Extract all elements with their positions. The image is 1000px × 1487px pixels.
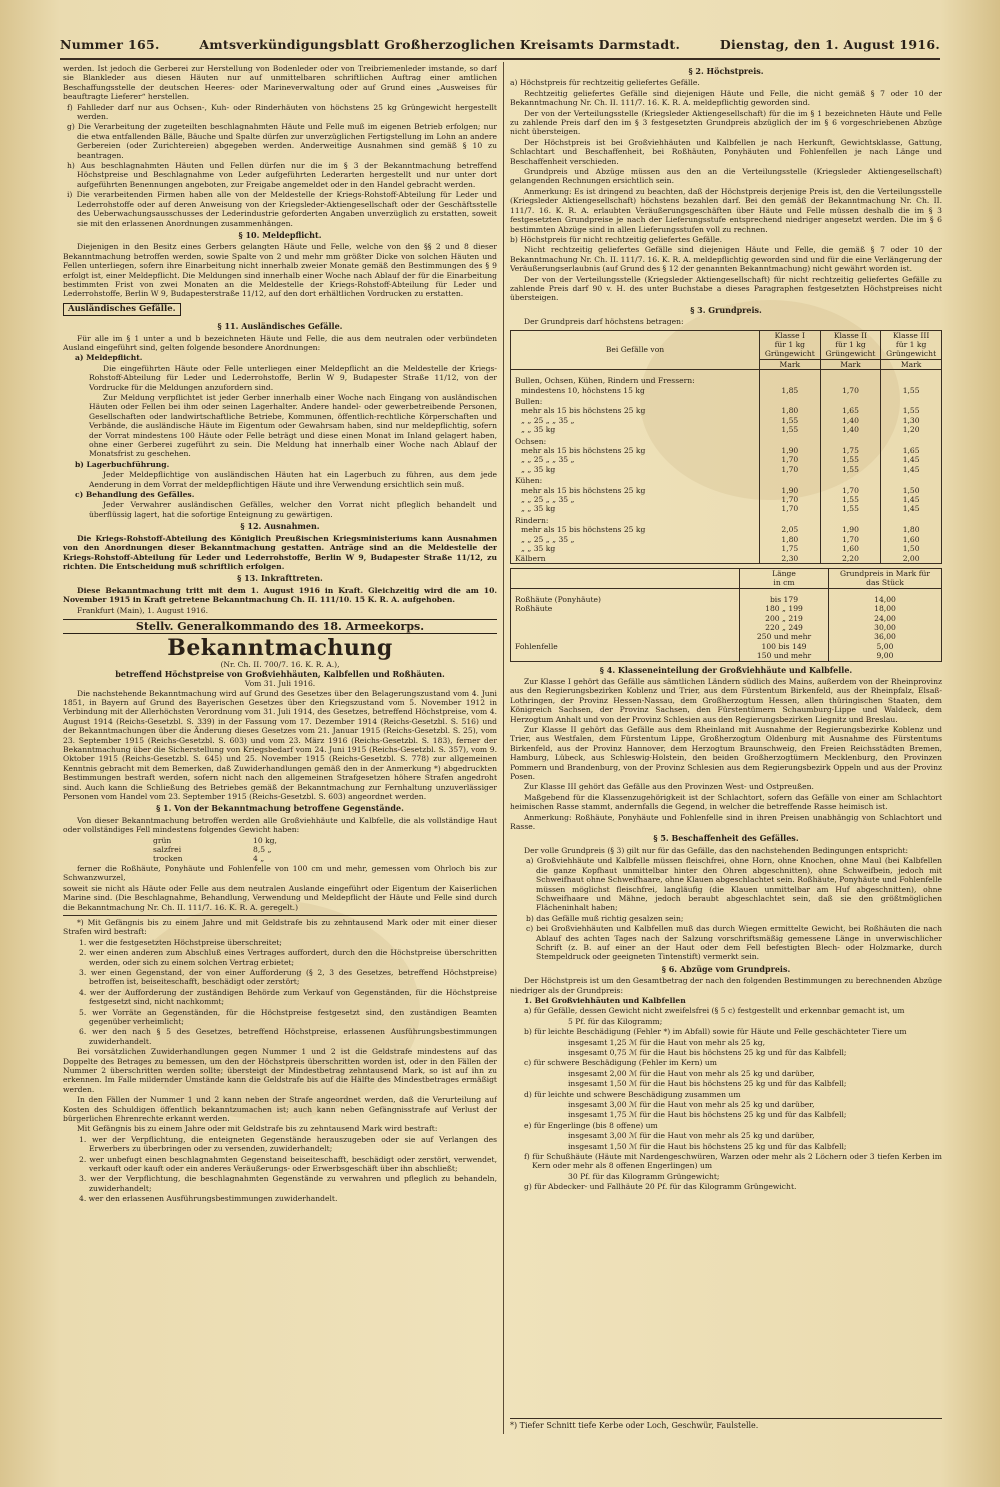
row-label: Roßhäute [511,604,740,613]
subsection-heading: c) Behandlung des Gefälles. [75,490,195,500]
list-item: f) für Schußhäute (Häute mit Nardengeschwüren, Warzen oder mehr als 2 Löchern oder 3 tiefen Kerben im Kern oder mehr als 8 offenen Engerlingen) um [524,1152,942,1171]
paragraph: werden. Ist jedoch die Gerberei zur Herstellung von Bodenleder oder von Treibriemenleder imstande, so darf sie Blankleder aus diesen Häuten nur auf unmittelbaren schriftlichen Auftrag einer amtlichen Beschaffungsstelle der deutschen Heeres- oder Marineverwaltung oder auf Grund eines „Ausweises für beauftragte Lieferer“ herstellen. [63,64,497,102]
list-item: 4. wer der Aufforderung der zuständigen Behörde zum Verkauf von Gegenständen, für die Höchstpreise festgesetzt sind, nicht nachkommt; [79,987,497,1007]
price-cell: 1,70 [760,455,821,464]
list-item: 6. wer den nach § 5 des Gesetzes, betreffend Höchstpreise, erlassenen Ausführungsbestimmungen zuwiderhandelt. [79,1027,497,1046]
list-item: insgesamt 1,25 ℳ für die Haut von mehr als 25 kg, [568,1037,765,1047]
paragraph: Grundpreis und Abzüge müssen aus den an die Verteilungsstelle (Kriegsleder Aktiengesellschaft) gelangenden Rechnungen ersichtlich sein. [510,167,942,186]
row-label: „ „ 25 „ „ 35 „ [511,495,760,504]
class-sub: für 1 kg Grüngewicht [764,339,815,359]
length-header: Länge [772,568,796,578]
price-cell: 14,00 [829,588,942,604]
list-item: insgesamt 2,00 ℳ für die Haut von mehr als 25 kg und darüber, [568,1068,815,1078]
list-item: insgesamt 1,50 ℳ für die Haut bis höchstens 25 kg und für das Kalbfell; [568,1141,847,1151]
paragraph: *) Mit Gefängnis bis zu einem Jahre und mit Geldstrafe bis zu zehntausend Mark oder mit einer dieser Strafen wird bestraft: [63,917,497,937]
column-header [740,568,829,588]
list-item: 30 Pf. für das Kilogramm Grüngewicht; [568,1171,720,1181]
list-item: 2. wer einen anderen zum Abschluß eines Vertrages auffordert, durch den die Höchstpreise überschritten werden, oder sich zu einem solchen Vertrag erbietet; [79,948,497,967]
empty-cell [820,474,881,485]
table-header-row [511,568,942,588]
paragraph: Der von der Verteilungsstelle (Kriegsleder Aktiengesellschaft) für die im § 1 bezeichneten Häute und Felle zu zahlende Preis darf den im § 3 festgesetzten Grundpreis abzüglich der im § 6 vorgeschriebenen Abzüge nicht übersteigen. [510,108,942,137]
price-cell: 1,80 [760,406,821,415]
list-item: 4. wer den erlassenen Ausführungsbestimmungen zuwiderhandelt. [79,1194,338,1204]
table-body [511,588,942,661]
price-cell: 1,30 [881,416,942,425]
column-header [820,330,881,359]
length-cell: 220 „ 249 [740,623,829,632]
price-cell: 2,20 [820,554,881,564]
section-heading: § 1. Von der Bekanntmachung betroffene Gegenstände. [156,803,404,814]
section-heading: § 10. Meldepflicht. [238,229,322,240]
price-cell: 1,40 [820,416,881,425]
row-label: Fohlenfelle [511,642,740,651]
list-item: g) für Abdecker- und Fallhäute 20 Pf. für das Kilogramm Grüngewicht. [524,1182,797,1192]
list-item: insgesamt 3,00 ℳ für die Haut von mehr als 25 kg und darüber, [568,1100,815,1110]
paragraph: Mit Gefängnis bis zu einem Jahre oder mit Geldstrafe bis zu zehntausend Mark wird bestraft: [77,1124,438,1134]
price-cell: 1,40 [820,425,881,434]
empty-cell [881,514,942,525]
paragraph: Jeder Verwahrer ausländischen Gefälles, welcher den Vorrat nicht pfleglich behandelt und überflüssig lagert, hat die sofortige Enteignung zu gewärtigen. [89,500,497,519]
price-cell: 2,30 [760,554,821,564]
price-cell: 1,50 [881,486,942,495]
command-heading: Stellv. Generalkommando des 18. Armeekorps. [63,619,497,634]
table-row [511,504,942,513]
column-header [881,330,942,359]
notice-title: Bekanntmachung [167,635,393,662]
paragraph: Maßgebend für die Klassenzugehörigkeit ist der Schlachtort, sofern das Gefälle von einer am Schlachtort heimischen Rasse stammt, andernfalls die Gegend, in welcher die betreffende Rasse heimisch ist. [510,792,942,812]
length-cell: bis 179 [740,588,829,604]
list-item: c) für schwere Beschädigung (Fehler im Kern) um [524,1058,717,1068]
price-cell: 1,55 [820,455,881,464]
empty-cell [881,395,942,406]
list-item: b) das Gefälle muß richtig gesalzen sein; [526,913,684,923]
price-cell: 1,90 [760,486,821,495]
paragraph: Die eingeführten Häute oder Felle unterliegen einer Meldepflicht an die Meldestelle der Kriegs-Rohstoff-Abteilung für Leder und Lederrohstoffe, Berlin W 9, Budapester Straße 11/12, von der Vordrucke für die Meldungen anzufordern sind. [89,363,497,392]
row-label: „ „ 35 kg [511,425,760,434]
price-cell: 1,75 [760,544,821,553]
publication-title: Amtsverkündigungsblatt Großherzoglichen Kreisamts Darmstadt. [199,36,681,52]
column-header [760,330,821,359]
table-row [511,446,942,455]
price-cell: 1,55 [820,465,881,474]
price-cell: 1,60 [820,544,881,553]
paragraph: Nicht rechtzeitig geliefertes Gefälle sind diejenigen Häute und Felle, die gemäß § 7 oder 10 der Bekanntmachung Nr. Ch. II. 111/7. 16. K. R. A. meldepflichtig geworden sind und für die eine Verlängerung der Veräußerungserlaubnis (auf Grund des § 12 der genannten Bekanntmachung) nicht gewährt worden ist. [510,245,942,274]
section-heading: § 5. Beschaffenheit des Gefälles. [653,833,799,844]
weight-row [153,845,497,854]
table-row [511,406,942,415]
price-cell: 1,45 [881,504,942,513]
price-table-horse [510,568,942,662]
group-row [511,395,942,406]
group-label: Bullen, Ochsen, Kühen, Rindern und Fressern: [511,370,760,386]
boxed-heading: Ausländisches Gefälle. [63,303,181,316]
table-row [511,425,942,434]
unit-header: Mark [760,359,821,369]
subsection-heading: a) Meldepflicht. [75,353,143,363]
price-cell: 1,70 [760,465,821,474]
table-header-row [511,330,942,359]
notice-subject: betreffend Höchstpreise von Großviehhäuten, Kalbfellen und Roßhäuten. [115,668,445,679]
empty-cell [881,370,942,386]
length-cell: 180 „ 199 [740,604,829,613]
group-label: Rindern: [511,514,760,525]
paragraph: i) Die verarbeitenden Firmen haben alle von der Meldestelle der Kriegs-Rohstoff-Abteilung für Leder und Lederrohstoffe oder auf deren Anweisung von der Kriegsleder-Aktiengesellschaft oder der Geschäftsstelle des Ueberwachungsausschusses der Lederindustrie geforderten Angaben unverzüglich zu erstatten, soweit sie mit den erlassenen Anordnungen zusammenhängen. [67,190,497,228]
row-label: „ „ 35 kg [511,544,760,553]
row-label: mehr als 15 bis höchstens 25 kg [511,486,760,495]
price-cell: 5,00 [829,642,942,651]
paragraph: Zur Klasse II gehört das Gefälle aus dem Rheinland mit Ausnahme der Regierungsbezirke Koblenz und Trier, aus Westfalen, dem Fürstentum Lippe, Großherzogtum Oldenburg mit Ausnahme des Fürstentums Birkenfeld, aus der Provinz Hannover, dem Herzogtum Braunschweig, den Freien Reichsstädten Bremen, Hamburg, Lübeck, aus Schleswig-Holstein, den beiden Großherzogtümern Mecklenburg, den Provinzen Pommern und Brandenburg, von der Provinz Schlesien aus dem Regierungsbezirk Oppeln und aus der Provinz Posen. [510,725,942,782]
list-item: insgesamt 0,75 ℳ für die Haut bis höchstens 25 kg und für das Kalbfell; [568,1048,847,1057]
row-label: „ „ 35 kg [511,504,760,513]
price-cell: 30,00 [829,623,942,632]
paragraph: Rechtzeitig geliefertes Gefälle sind diejenigen Häute und Felle, die nicht gemäß § 7 oder 10 der Bekanntmachung Nr. Ch. II. 111/7. 16. K. R. A. meldepflichtig geworden sind. [510,88,942,108]
price-cell: 1,20 [881,425,942,434]
list-item: 5. wer Vorräte an Gegenständen, für die Höchstpreise festgesetzt sind, den zuständigen Beamten gegenüber verheimlicht; [79,1007,497,1026]
section-heading: § 6. Abzüge vom Grundpreis. [661,963,791,974]
paragraph: Diejenigen in den Besitz eines Gerbers gelangten Häute und Felle, welche von den §§ 2 und 8 dieser Bekanntmachung betroffen werden, sowie Spalte von 2 und mehr mm größter Dicke von solchen Häuten und Fellen unterliegen, sofern ihre Einarbeitung nicht innerhalb zweier Monate gemäß den Bestimmungen des § 9 erfolgt ist, einer Meldepflicht. Die Meldungen sind innerhalb einer Woche nach Ablauf der für die Einarbeitung bestimmten Frist von zwei Monaten an die Meldestelle der Kriegs-Rohstoff-Abteilung für Leder und Lederrohstoffe, Berlin W 9, Budapesterstraße 11/12, auf den dort erhältlichen Vordrucken zu erstatten. [63,242,497,299]
class-name: Klasse III [892,330,930,340]
group-label: Bullen: [511,395,760,406]
class-name: Klasse I [774,330,805,340]
price-cell: 1,45 [881,455,942,464]
column-header: Grundpreis in Mark für das Stück [829,568,942,588]
length-cell: 150 und mehr [740,651,829,661]
paragraph: In den Fällen der Nummer 1 und 2 kann neben der Strafe angeordnet werden, daß die Verurteilung auf Kosten des Schuldigen öffentlich bekanntzumachen ist; auch kann neben Gefängnisstrafe auf Verlust der bürgerlichen Ehrenrechte erkannt werden. [63,1095,497,1124]
row-label: Kälbern [511,554,760,564]
weight-value: 4 „ [253,854,265,864]
paragraph: Der volle Grundpreis (§ 3) gilt nur für das Gefälle, das den nachstehenden Bedingungen entspricht: [524,845,909,855]
group-label: Kühen: [511,474,760,485]
footnote: *) Tiefer Schnitt tiefe Kerbe oder Loch, Geschwür, Faulstelle. [510,1418,942,1430]
weight-state: grün [153,835,172,845]
empty-cell [820,514,881,525]
empty-cell [760,435,821,446]
list-item: 5 Pf. für das Kilogramm; [568,1016,663,1026]
weight-row [153,854,497,863]
price-cell: 1,55 [820,495,881,504]
row-label [511,632,740,641]
list-item: 2. wer unbefugt einen beschlagnahmten Gegenstand beiseiteschafft, beschädigt oder zerstört, verwendet, verkauft oder kauft oder ein anderes Veräußerungs- oder Erwerbsgeschäft über ihn abschließt; [79,1154,497,1174]
paragraph: Zur Meldung verpflichtet ist jeder Gerber innerhalb einer Woche nach Eingang von ausländischen Häuten oder Fellen bei ihm oder seinen Lagerhalter. Andere handel- oder gewerbetreibende Personen, Gesellschaften oder landwirtschaftliche Betriebe, Kommunen, öffentlich-rechtliche Körperschaften und Verbände, die ausländische Häute im Eigentum oder Gewahrsam haben, sind nur meldepflichtig, sofern der Vorrat mindestens 100 Häute oder Felle beträgt und diese einen Monat im Inland gelagert haben, ohne einer Gerberei zugeführt zu sein. Die Meldung hat innerhalb einer Woche nach Ablauf der Monatsfrist zu geschehen. [89,393,497,459]
row-label [511,623,740,632]
paragraph: f) Fahlleder darf nur aus Ochsen-, Kuh- oder Rinderhäuten von höchstens 25 kg Grüngewicht hergestellt werden. [67,102,497,122]
group-row [511,435,942,446]
list-item: b) für leichte Beschädigung (Fehler *) im Abfall) sowie für Häute und Felle geschächteter Tiere um [524,1027,907,1037]
row-label [511,651,740,661]
table-row [511,535,942,544]
row-label: „ „ 25 „ „ 35 „ [511,455,760,464]
length-cell: 250 und mehr [740,632,829,641]
paragraph: Der Grundpreis darf höchstens betragen: [524,317,684,327]
price-cell: 2,00 [881,554,942,564]
paragraph: Von dieser Bekanntmachung betroffen werden alle Großviehhäute und Kalbfelle, die als vollständige Haut oder vollständiges Fell mindestens folgendes Gewicht haben: [63,815,497,835]
paragraph: Zur Klasse I gehört das Gefälle aus sämtlichen Ländern südlich des Mains, außerdem von der Rheinprovinz aus den Regierungsbezirken Koblenz und Trier, aus dem Fürstentum Birkenfeld, aus der Rheinpfalz, Elsaß-Lothringen, der Provinz Hessen-Nassau, dem Großherzogtum Hessen, allen thüringischen Staaten, dem Königreich Sachsen, der Provinz Sachsen, den Fürstentümern Schaumburg-Lippe und Waldeck, dem Herzogtum Anhalt und von der Provinz Schlesien aus den Regierungsbezirken Liegnitz und Breslau. [510,676,942,724]
price-cell: 1,60 [881,535,942,544]
table-row [511,544,942,553]
price-cell: 9,00 [829,651,942,661]
issue-date: Dienstag, den 1. August 1916. [719,36,940,52]
paragraph: g) Die Verarbeitung der zugeteilten beschlagnahmten Häute und Felle muß im eigenen Betrieb erfolgen; nur die etwa entfallenden Bälle, Bäuche und Spalte dürfen zur unverzüglichen Fertigstellung im Lohn an andere Gerbereien (oder Zurichtereien) abgegeben werden. Anderweitige Ausnahmen sind gemäß § 10 zu beantragen. [67,122,497,160]
price-cell: 2,05 [760,525,821,534]
group-row [511,514,942,525]
empty-cell [820,395,881,406]
row-label [511,614,740,623]
subsection-heading: 1. Bei Großviehhäuten und Kalbfellen [524,995,686,1005]
table-row [511,554,942,564]
column-divider [503,62,504,1434]
price-cell: 1,45 [881,495,942,504]
table-row [511,455,942,464]
price-cell: 24,00 [829,614,942,623]
note: Anmerkung: Roßhäute, Ponyhäute und Fohlenfelle sind in ihren Preisen unabhängig von Schlachtort und Rasse. [510,812,942,832]
table-row [511,525,942,534]
paragraph: Zur Klasse III gehört das Gefälle aus den Provinzen West- und Ostpreußen. [524,782,814,792]
table-row [511,623,942,632]
table-row [511,465,942,474]
list-item: insgesamt 1,50 ℳ für die Haut bis höchstens 25 kg und für das Kalbfell; [568,1079,847,1089]
paragraph: Der Höchstpreis ist bei Großviehhäuten und Kalbfellen je nach Herkunft, Gewichtsklasse, Gattung, Schlachtart und Beschaffenheit, bei Roßhäuten, Ponyhäuten und Fohlenfellen je nach Länge und Beschaffenheit verschieden. [510,137,942,166]
note: Anmerkung: Es ist dringend zu beachten, daß der Höchstpreis derjenige Preis ist, den die Verteilungsstelle (Kriegsleder Aktiengesellschaft) höchstens bezahlen darf. Bei den gemäß der Bekanntmachung Nr. Ch. II. 111/7. 16. K. R. A. erlaubten Veräußerungsgeschäften über Häute und Felle müssen deshalb die im § 3 festgesetzten Grundpreise je nach der Lieferungsstufe entsprechend niedriger angesetzt werden. Die im § 6 bestimmten Abzüge sind in allen Lieferungsstufen voll zu rechnen. [510,186,942,234]
table-row [511,495,942,504]
unit-header: Mark [881,359,942,369]
weight-value: 8,5 „ [253,845,272,855]
table-row [511,588,942,604]
table-row [511,486,942,495]
section-heading: § 4. Klasseneinteilung der Großviehhäute und Kalbfelle. [599,664,853,675]
weight-value: 10 kg, [253,835,277,845]
price-cell: 1,80 [881,525,942,534]
empty-cell [760,514,821,525]
subsection-heading: b) Höchstpreis für nicht rechtzeitig geliefertes Gefälle. [510,234,723,244]
list-item: 3. wer einen Gegenstand, der von einer Aufforderung (§ 2, 3 des Gesetzes, betreffend Höchstpreise) betroffen ist, beiseiteschafft, beschädigt oder zerstört; [79,967,497,987]
list-item: insgesamt 3,00 ℳ für die Haut von mehr als 25 kg und darüber, [568,1131,815,1141]
table-row [511,642,942,651]
right-column [510,64,942,1434]
left-column [63,64,497,1434]
subsection-heading: a) Höchstpreis für rechtzeitig geliefertes Gefälle. [510,78,700,88]
length-cell: 200 „ 219 [740,614,829,623]
group-row [511,370,942,386]
paragraph: Für alle im § 1 unter a und b bezeichneten Häute und Felle, die aus dem neutralen oder verbündeten Ausland eingeführt sind, gelten folgende besondere Anordnungen: [63,333,497,352]
weight-list [63,836,497,864]
notice-reference: (Nr. Ch. II. 700/7. 16. K. R. A.), [220,660,340,670]
place-date: Frankfurt (Main), 1. August 1916. [77,605,208,615]
column-header [511,568,740,588]
price-table-cattle [510,330,942,564]
price-cell: 1,55 [881,386,942,395]
empty-cell [881,435,942,446]
price-cell: 1,45 [881,465,942,474]
footnote-block [63,915,497,1204]
empty-cell [760,474,821,485]
table-body [511,370,942,564]
row-label: „ „ 35 kg [511,465,760,474]
paragraph: h) Aus beschlagnahmten Häuten und Fellen dürfen nur die im § 3 der Bekanntmachung betreffend Höchstpreise und Beschlagnahme von Leder aufgeführten Lederarten hergestellt und nur unter dort aufgeführten Benennungen angeboten, zur Freigabe angemeldet oder in den Handel gebracht werden. [67,161,497,189]
deduction-list [510,1006,942,1191]
empty-cell [760,370,821,386]
paragraph: Der Höchstpreis ist um den Gesamtbetrag der nach den folgenden Bestimmungen zu berechnenden Abzüge niedriger als der Grundpreis: [510,976,942,995]
price-cell: 36,00 [829,632,942,641]
empty-cell [760,395,821,406]
empty-cell [881,474,942,485]
table-row [511,614,942,623]
header-rule [60,58,940,60]
section-heading: § 2. Höchstpreis. [688,66,764,76]
price-cell: 1,50 [881,544,942,553]
row-label: „ „ 25 „ „ 35 „ [511,416,760,425]
subsection-heading: b) Lagerbuchführung. [75,459,170,469]
table-row [511,651,942,661]
paragraph: Der von der Verteilungsstelle (Kriegsleder Aktiengesellschaft) für nicht rechtzeitig geliefertes Gefälle zu zahlende Preis darf 90 v. H. des unter Buchstabe a dieses Paragraphen festgesetzten Höchstpreises nicht übersteigen. [510,274,942,303]
price-cell: 18,00 [829,604,942,613]
section-heading: § 11. Ausländisches Gefälle. [217,321,343,332]
price-cell: 1,65 [820,406,881,415]
section-heading: § 12. Ausnahmen. [240,521,320,532]
price-cell: 1,70 [760,504,821,513]
price-cell: 1,80 [760,535,821,544]
paragraph: Die Kriegs-Rohstoff-Abteilung des Königlich Preußischen Kriegsministeriums kann Ausnahmen von den Anordnungen dieser Bekanntmachung gestatten. Anträge sind an die Meldestelle der Kriegs-Rohstoff-Abteilung für Leder und Lederrohstoffe, Berlin W 9, Budapester Straße 11/12, zu richten. Die Entscheidung muß schriftlich erfolgen. [63,533,497,571]
row-label: Roßhäute (Ponyhäute) [511,588,740,604]
section-heading: § 3. Grundpreis. [690,304,762,315]
price-cell: 1,75 [820,446,881,455]
price-cell: 1,55 [760,416,821,425]
class-name: Klasse II [833,330,868,340]
list-item: a) für Gefälle, dessen Gewicht nicht zweifelsfrei (§ 5 c) festgestellt und erkennbar gemacht ist, um [524,1006,905,1016]
price-cell: 1,70 [820,386,881,395]
issue-number: Nummer 165. [60,36,160,52]
paragraph: Die nachstehende Bekanntmachung wird auf Grund des Gesetzes über den Belagerungszustand vom 4. Juni 1851, in Bayern auf Grund des Bayerischen Gesetzes über den Kriegszustand vom 5. November 1912 in Verbindung mit der Allerhöchsten Verordnung vom 31. Juli 1914, des Gesetzes, betreffend Höchstpreise, vom 4. August 1914 (Reichs-Gesetzbl. S. 339) in der Fassung vom 17. Dezember 1914 (Reichs-Gesetzbl. S. 516) und der Bekanntmachungen über die Änderung dieses Gesetzes vom 21. Januar 1915 (Reichs-Gesetzbl. S. 25), vom 23. September 1915 (Reichs-Gesetzbl. S. 603) und vom 23. März 1916 (Reichs-Gesetzbl. S. 183), ferner der Bekanntmachung über die Sicherstellung von Kriegsbedarf vom 24. Juni 1915 (Reichs-Gesetzbl. S. 357), vom 9. Oktober 1915 (Reichs-Gesetzbl. S. 645) und 25. November 1915 (Reichs-Gesetzbl. S. 778) zur allgemeinen Kenntnis gebracht mit dem Bemerken, daß Zuwiderhandlungen gemäß den in der Anmerkung *) abgedruckten Bestimmungen bestraft werden, sofern nicht nach den allgemeinen Strafgesetzen höhere Strafen angedroht sind. Auch kann die Schließung des Betriebes gemäß der Bekanntmachung zur Fernhaltung unzuverlässiger Personen vom Handel vom 23. September 1915 (Reichs-Gesetzbl. S. 603) angeordnet werden. [63,688,497,802]
row-label: mehr als 15 bis höchstens 25 kg [511,525,760,534]
paragraph: Diese Bekanntmachung tritt mit dem 1. August 1916 in Kraft. Gleichzeitig wird die am 10. November 1915 in Kraft getretene Bekanntmachung Ch. II. 111/10. 15 K. R. A. aufgehoben. [63,585,497,605]
notice-date: Vom 31. Juli 1916. [244,679,316,689]
list-item: 1. wer der Verpflichtung, die enteigneten Gegenstände herauszugeben oder sie auf Verlangen des Erwerbers zu überbringen oder zu versenden, zuwiderhandelt; [79,1134,497,1154]
price-cell: 1,55 [760,425,821,434]
empty-cell [820,435,881,446]
price-cell: 1,70 [820,486,881,495]
row-label: mehr als 15 bis höchstens 25 kg [511,446,760,455]
list-item: d) für leichte und schwere Beschädigung zusammen um [524,1089,741,1099]
price-cell: 1,90 [760,446,821,455]
page-header [60,34,940,54]
row-label: „ „ 25 „ „ 35 „ [511,535,760,544]
paragraph: soweit sie nicht als Häute oder Felle aus dem neutralen Auslande eingeführt oder Eigentum der Kaiserlichen Marine sind. (Die Beschlagnahme, Behandlung, Verwendung und Meldepflicht der Häute und Felle sind durch die Bekanntmachung Nr. Ch. II. 111/7. 16. K. R. A. geregelt.) [63,883,497,912]
price-cell: 1,70 [760,495,821,504]
row-label: mindestens 10, höchstens 15 kg [511,386,760,395]
price-cell: 1,65 [881,446,942,455]
length-cell: 100 bis 149 [740,642,829,651]
price-cell: 1,55 [820,504,881,513]
length-unit: in cm [773,578,795,588]
paragraph: Jeder Meldepflichtige von ausländischen Häuten hat ein Lagerbuch zu führen, aus dem jede Aenderung in dem Vorrat der meldepflichtigen Häute und ihre Verwendung ersichtlich sein muß. [89,470,497,489]
weight-state: salzfrei [153,845,182,855]
table-row [511,604,942,613]
unit-header: Mark [820,359,881,369]
list-item: c) bei Großviehhäuten und Kalbfellen muß das durch Wiegen ermittelte Gewicht, bei Roßhäuten die nach Ablauf des achten Tages nach der Salzung vorschriftsmäßig gemessene Länge in unverwischlicher Schrift (z. B. auf einer an der Haut oder dem Fell befestigten Blech- oder Holzmarke, durch Stempeldruck oder geeigneten Tintenstift) vermerkt sein. [526,924,942,962]
paragraph: Bei vorsätzlichen Zuwiderhandlungen gegen Nummer 1 und 2 ist die Geldstrafe mindestens auf das Doppelte des Betrages zu bemessen, um den der Höchstpreis überschritten worden ist, oder in den Fällen der Nummer 2 überschritten werden sollte; übersteigt der Mindestbetrag zehntausend Mark, so ist auf ihn zu erkennen. Im Falle mildernder Umstände kann die Geldstrafe bis auf die Hälfte des Mindestbetrages ermäßigt werden. [63,1047,497,1094]
list-item: e) für Engerlinge (bis 8 offene) um [524,1120,658,1130]
column-header: Bei Gefälle von [511,330,760,370]
list-item: 1. wer die festgesetzten Höchstpreise überschreitet; [79,937,282,947]
paragraph: ferner die Roßhäute, Ponyhäute und Fohlenfelle von 100 cm und mehr, gemessen vom Ohrloch bis zur Schwanzwurzel, [63,863,497,883]
list-item: a) Großviehhäute und Kalbfelle müssen fleischfrei, ohne Horn, ohne Knochen, ohne Maul (bei Kalbfellen die ganze Kopfhaut unmittelbar hinter den Ohren abgeschnitten), ohne Schweifbein, jedoch mit Schweifhaut ohne Schweifhaare, ohne Klauen abgeschlachtet sein. Roßhäute, Ponyhäute und Fohlenfelle müssen möglichst fleischfrei, langläufig (die Klauen unmittelbar am Huf abgeschnitten), ohne Schweifhaare und Mähne, jedoch beraubt abgeschlachtet sein, daß sie den größtmöglichen Flächeninhalt haben; [526,856,942,913]
weight-state: trocken [153,854,183,864]
class-sub: für 1 kg Grüngewicht [886,339,937,359]
empty-cell [820,370,881,386]
price-cell: 1,70 [820,535,881,544]
section-heading: § 13. Inkrafttreten. [237,573,323,584]
weight-row [153,836,497,845]
row-label: mehr als 15 bis höchstens 25 kg [511,406,760,415]
table-row [511,416,942,425]
price-cell: 1,55 [881,406,942,415]
list-item: 3. wer der Verpflichtung, die beschlagnahmten Gegenstände zu verwahren und pfleglich zu behandeln, zuwiderhandelt; [79,1174,497,1193]
table-row [511,632,942,641]
list-item: insgesamt 1,75 ℳ für die Haut bis höchstens 25 kg und für das Kalbfell; [568,1110,847,1120]
class-sub: für 1 kg Grüngewicht [825,339,876,359]
group-label: Ochsen: [511,435,760,446]
price-cell: 1,90 [820,525,881,534]
price-cell: 1,85 [760,386,821,395]
group-row [511,474,942,485]
table-row [511,386,942,395]
